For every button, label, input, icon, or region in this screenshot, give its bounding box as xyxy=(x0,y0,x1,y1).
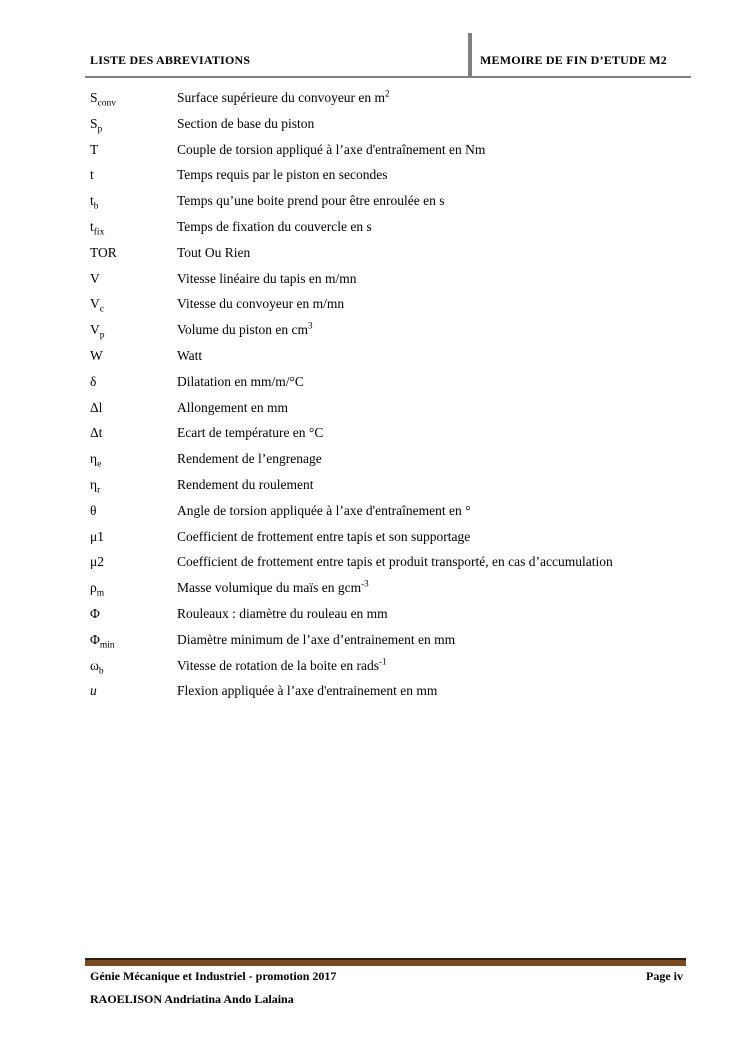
description-text: Watt xyxy=(177,347,203,363)
abbreviation-description xyxy=(177,193,444,208)
abbreviation-description xyxy=(177,374,304,389)
abbreviation-row xyxy=(0,472,745,498)
description-text: Temps requis par le piston en secondes xyxy=(177,167,388,183)
description-text: Section de base du piston xyxy=(177,115,315,131)
abbreviation-symbol xyxy=(90,214,177,240)
abbreviation-symbol xyxy=(90,575,177,601)
abbreviation-row xyxy=(0,575,745,601)
abbreviation-row xyxy=(0,627,745,653)
abbreviation-row xyxy=(0,524,745,550)
symbol-subscript: m xyxy=(96,588,105,599)
symbol-base: TOR xyxy=(90,244,117,260)
description-text: Temps qu’une boite prend pour être enroulée en s xyxy=(177,193,445,209)
abbreviation-description xyxy=(177,632,455,647)
description-text: Coefficient de frottement entre tapis et produit transporté, en cas d’accumulation xyxy=(177,554,613,570)
header-rule xyxy=(85,76,691,78)
abbreviation-row xyxy=(0,266,745,292)
abbreviation-description xyxy=(177,580,369,595)
abbreviation-row xyxy=(0,343,745,369)
footer-author: RAOELISON Andriatina Ando Lalaina xyxy=(90,992,294,1006)
description-text: Rendement du roulement xyxy=(177,476,314,492)
abbreviation-description xyxy=(177,554,613,569)
symbol-base: V xyxy=(90,296,100,312)
symbol-base: t xyxy=(90,193,94,209)
abbreviation-row xyxy=(0,240,745,266)
abbreviation-symbol xyxy=(90,524,177,550)
description-superscript: -1 xyxy=(379,656,387,667)
abbreviation-symbol xyxy=(90,549,177,575)
description-text: Rouleaux : diamètre du rouleau en mm xyxy=(177,605,388,621)
description-text: Temps de fixation du couvercle en s xyxy=(177,218,372,234)
abbreviation-row xyxy=(0,549,745,575)
abbreviation-row xyxy=(0,369,745,395)
abbreviation-description xyxy=(177,219,372,234)
description-text: Allongement en mm xyxy=(177,399,288,415)
abbreviation-row xyxy=(0,653,745,679)
abbreviation-symbol xyxy=(90,162,177,188)
symbol-base: ω xyxy=(90,657,99,673)
symbol-subscript: e xyxy=(97,459,102,470)
symbol-base: η xyxy=(90,476,98,492)
description-text: Surface supérieure du convoyeur en m xyxy=(177,90,386,105)
abbreviation-description xyxy=(177,167,388,182)
abbreviation-symbol xyxy=(90,678,177,704)
symbol-base: u xyxy=(90,683,97,699)
description-superscript: 3 xyxy=(308,320,313,331)
footer-program-text: Génie Mécanique et Industriel - promotion 2017 xyxy=(90,969,337,983)
description-text: Ecart de température en °C xyxy=(177,425,324,441)
description-text: Diamètre minimum de l’axe d’entrainement en mm xyxy=(177,631,456,647)
symbol-base: ρ xyxy=(90,580,97,596)
abbreviation-row xyxy=(0,678,745,704)
description-text: Masse volumique du maïs en gcm xyxy=(177,580,362,596)
abbreviation-description xyxy=(177,529,470,544)
abbreviations-list xyxy=(0,85,745,704)
abbreviation-row xyxy=(0,498,745,524)
description-text: Coefficient de frottement entre tapis et son supportage xyxy=(177,528,471,544)
abbreviation-description xyxy=(177,90,390,105)
abbreviation-row xyxy=(0,214,745,240)
symbol-subscript: fix xyxy=(93,227,105,238)
description-text: Couple de torsion appliqué à l’axe d'entraînement en Nm xyxy=(177,141,486,157)
symbol-base: V xyxy=(90,270,100,286)
abbreviation-description xyxy=(177,296,344,311)
symbol-base: S xyxy=(90,90,98,105)
symbol-subscript: c xyxy=(99,305,104,316)
abbreviation-row xyxy=(0,317,745,343)
symbol-base: Φ xyxy=(90,605,100,621)
footer-rule xyxy=(85,958,686,966)
description-text: Vitesse de rotation de la boite en rads xyxy=(177,657,379,673)
description-text: Flexion appliquée à l’axe d'entrainement en mm xyxy=(177,683,438,699)
running-head-right: MEMOIRE DE FIN D’ETUDE M2 xyxy=(480,53,667,67)
symbol-base: T xyxy=(90,141,99,157)
description-text: Tout Ou Rien xyxy=(177,244,251,260)
abbreviation-symbol xyxy=(90,446,177,472)
symbol-subscript: p xyxy=(97,124,103,135)
abbreviation-symbol xyxy=(90,111,177,137)
abbreviation-symbol xyxy=(90,137,177,163)
abbreviation-row xyxy=(0,291,745,317)
abbreviation-description xyxy=(177,142,485,157)
abbreviation-symbol xyxy=(90,369,177,395)
abbreviation-symbol xyxy=(90,188,177,214)
footer-line xyxy=(90,969,683,984)
symbol-base: V xyxy=(90,322,100,338)
abbreviation-row xyxy=(0,420,745,446)
abbreviation-symbol xyxy=(90,627,177,653)
abbreviation-symbol xyxy=(90,472,177,498)
abbreviation-symbol xyxy=(90,266,177,292)
abbreviation-description xyxy=(177,503,470,518)
symbol-base: μ1 xyxy=(90,528,104,544)
symbol-subscript: b xyxy=(98,666,104,677)
abbreviation-row xyxy=(0,111,745,137)
abbreviation-symbol xyxy=(90,85,177,111)
abbreviation-row xyxy=(0,85,745,111)
symbol-subscript: b xyxy=(93,201,99,212)
page-number: Page iv xyxy=(646,969,683,983)
symbol-subscript: conv xyxy=(97,98,116,109)
symbol-base: t xyxy=(90,167,94,183)
description-text: Volume du piston en cm xyxy=(177,322,308,338)
symbol-base: μ2 xyxy=(90,554,104,570)
abbreviation-description xyxy=(177,322,313,337)
abbreviation-symbol xyxy=(90,395,177,421)
abbreviation-symbol xyxy=(90,317,177,343)
description-text: Angle de torsion appliquée à l’axe d'entraînement en ° xyxy=(177,502,471,518)
abbreviation-symbol xyxy=(90,343,177,369)
abbreviation-row xyxy=(0,162,745,188)
abbreviation-description xyxy=(177,425,323,440)
symbol-subscript: r xyxy=(97,485,101,496)
running-head-left: LISTE DES ABREVIATIONS xyxy=(90,53,251,67)
abbreviation-symbol xyxy=(90,601,177,627)
symbol-subscript: p xyxy=(99,330,105,341)
description-text: Vitesse du convoyeur en m/mn xyxy=(177,296,345,312)
symbol-subscript: min xyxy=(99,640,115,651)
symbol-base: S xyxy=(90,115,98,131)
symbol-base: θ xyxy=(90,502,97,518)
abbreviation-description xyxy=(177,245,250,260)
description-superscript: -3 xyxy=(361,578,369,589)
abbreviation-row xyxy=(0,137,745,163)
abbreviation-description xyxy=(177,451,322,466)
abbreviation-description xyxy=(177,683,437,698)
abbreviation-symbol xyxy=(90,498,177,524)
abbreviation-description xyxy=(177,606,388,621)
symbol-base: Δl xyxy=(90,399,103,415)
symbol-base: t xyxy=(90,218,94,234)
description-text: Rendement de l’engrenage xyxy=(177,451,322,467)
abbreviation-description xyxy=(177,116,314,131)
symbol-base: η xyxy=(90,451,98,467)
abbreviation-description xyxy=(177,271,357,286)
abbreviation-description xyxy=(177,400,288,415)
abbreviation-row xyxy=(0,446,745,472)
abbreviation-description xyxy=(177,477,313,492)
abbreviation-row xyxy=(0,188,745,214)
abbreviation-row xyxy=(0,395,745,421)
symbol-base: Δt xyxy=(90,425,103,441)
abbreviation-symbol xyxy=(90,653,177,679)
symbol-base: W xyxy=(90,347,103,363)
abbreviation-symbol xyxy=(90,291,177,317)
abbreviation-symbol xyxy=(90,240,177,266)
description-text: Dilatation en mm/m/°C xyxy=(177,373,304,389)
abbreviation-description xyxy=(177,348,202,363)
description-text: Vitesse linéaire du tapis en m/mn xyxy=(177,270,357,286)
abbreviation-row xyxy=(0,601,745,627)
abbreviation-description xyxy=(177,658,387,673)
header-divider-bar xyxy=(468,33,472,77)
abbreviation-symbol xyxy=(90,420,177,446)
symbol-base: δ xyxy=(90,373,97,389)
symbol-base: Φ xyxy=(90,631,100,647)
description-superscript: 2 xyxy=(385,88,390,99)
